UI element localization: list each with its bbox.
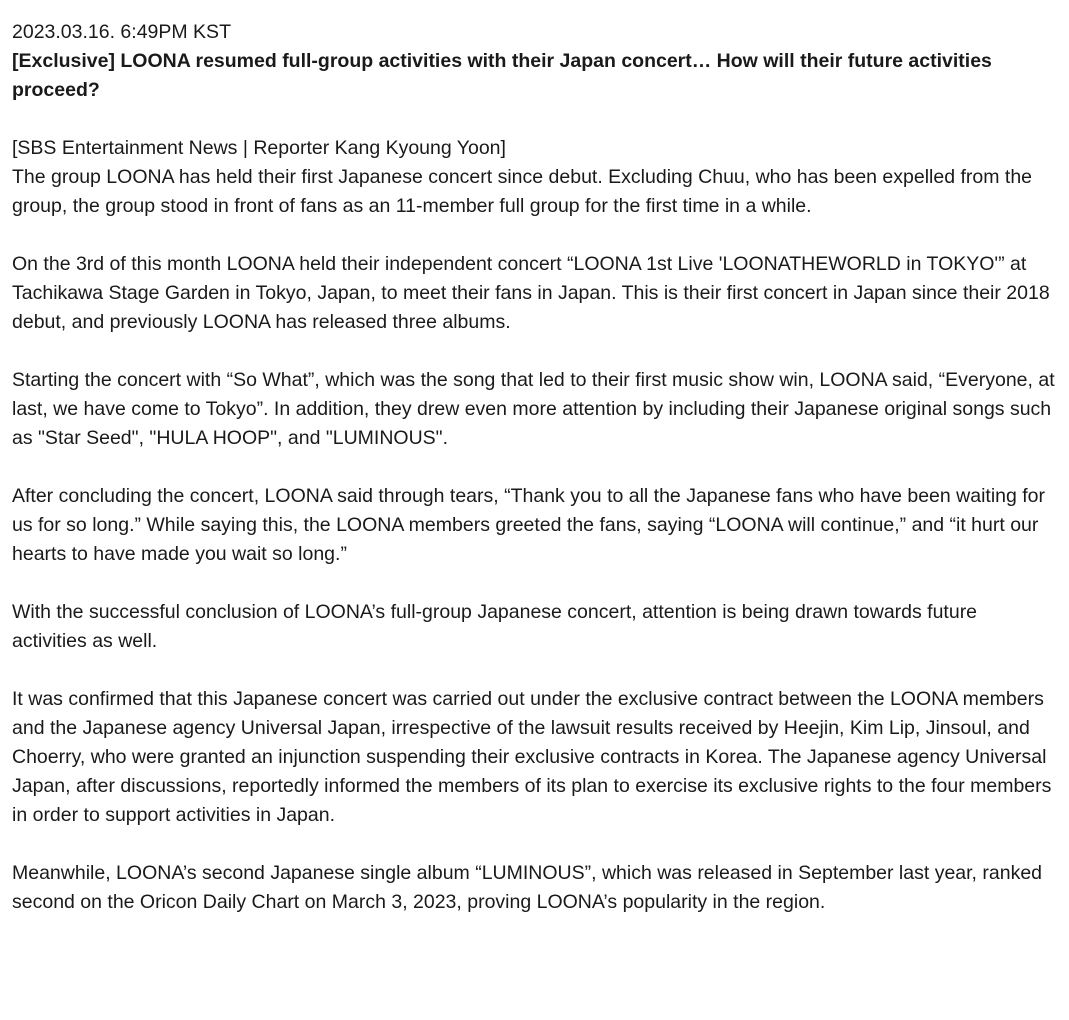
article-paragraph: On the 3rd of this month LOONA held their independent concert “LOONA 1st Live 'LOONATHEWORLD in TOKYO'” at Tachikawa Stage Garden in Tokyo, Japan, to meet their fans in Japan. This is their first concert in Japan since their 2018 debut, and previously LOONA has released three albums.: [12, 253, 1050, 333]
article-paragraph: Starting the concert with “So What”, which was the song that led to their first music show win, LOONA said, “Everyone, at last, we have come to Tokyo”. In addition, they drew even more attention by including their Japanese original songs such as "Star Seed", "HULA HOOP", and "LUMINOUS".: [12, 369, 1055, 449]
article-paragraph: Meanwhile, LOONA’s second Japanese single album “LUMINOUS”, which was released in September last year, ranked second on the Oricon Daily Chart on March 3, 2023, proving LOONA’s popularity in the region.: [12, 862, 1043, 913]
article-paragraph: After concluding the concert, LOONA said through tears, “Thank you to all the Japanese fans who have been waiting for us for so long.” While saying this, the LOONA members greeted the fans, saying “LOONA will continue,” and “it hurt our hearts to have made you wait so long.”: [12, 485, 1046, 565]
article-dateline: 2023.03.16. 6:49PM KST: [12, 21, 231, 43]
article-paragraph: The group LOONA has held their first Japanese concert since debut. Excluding Chuu, who has been expelled from the group, the group stood in front of fans as an 11-member full group for the first time in a while.: [12, 166, 1033, 217]
article-byline: [SBS Entertainment News | Reporter Kang Kyoung Yoon]: [12, 137, 506, 159]
article-headline: [Exclusive] LOONA resumed full-group activities with their Japan concert… How will their future activities proceed?: [12, 50, 992, 101]
article-paragraph: With the successful conclusion of LOONA’s full-group Japanese concert, attention is being drawn towards future activities as well.: [12, 601, 978, 652]
article-paragraph: It was confirmed that this Japanese concert was carried out under the exclusive contract between the LOONA members and the Japanese agency Universal Japan, irrespective of the lawsuit results received by Heejin, Kim Lip, Jinsoul, and Choerry, who were granted an injunction suspending their exclusive contracts in Korea. The Japanese agency Universal Japan, after discussions, reportedly informed the members of its plan to exercise its exclusive rights to the four members in order to support activities in Japan.: [12, 688, 1052, 826]
